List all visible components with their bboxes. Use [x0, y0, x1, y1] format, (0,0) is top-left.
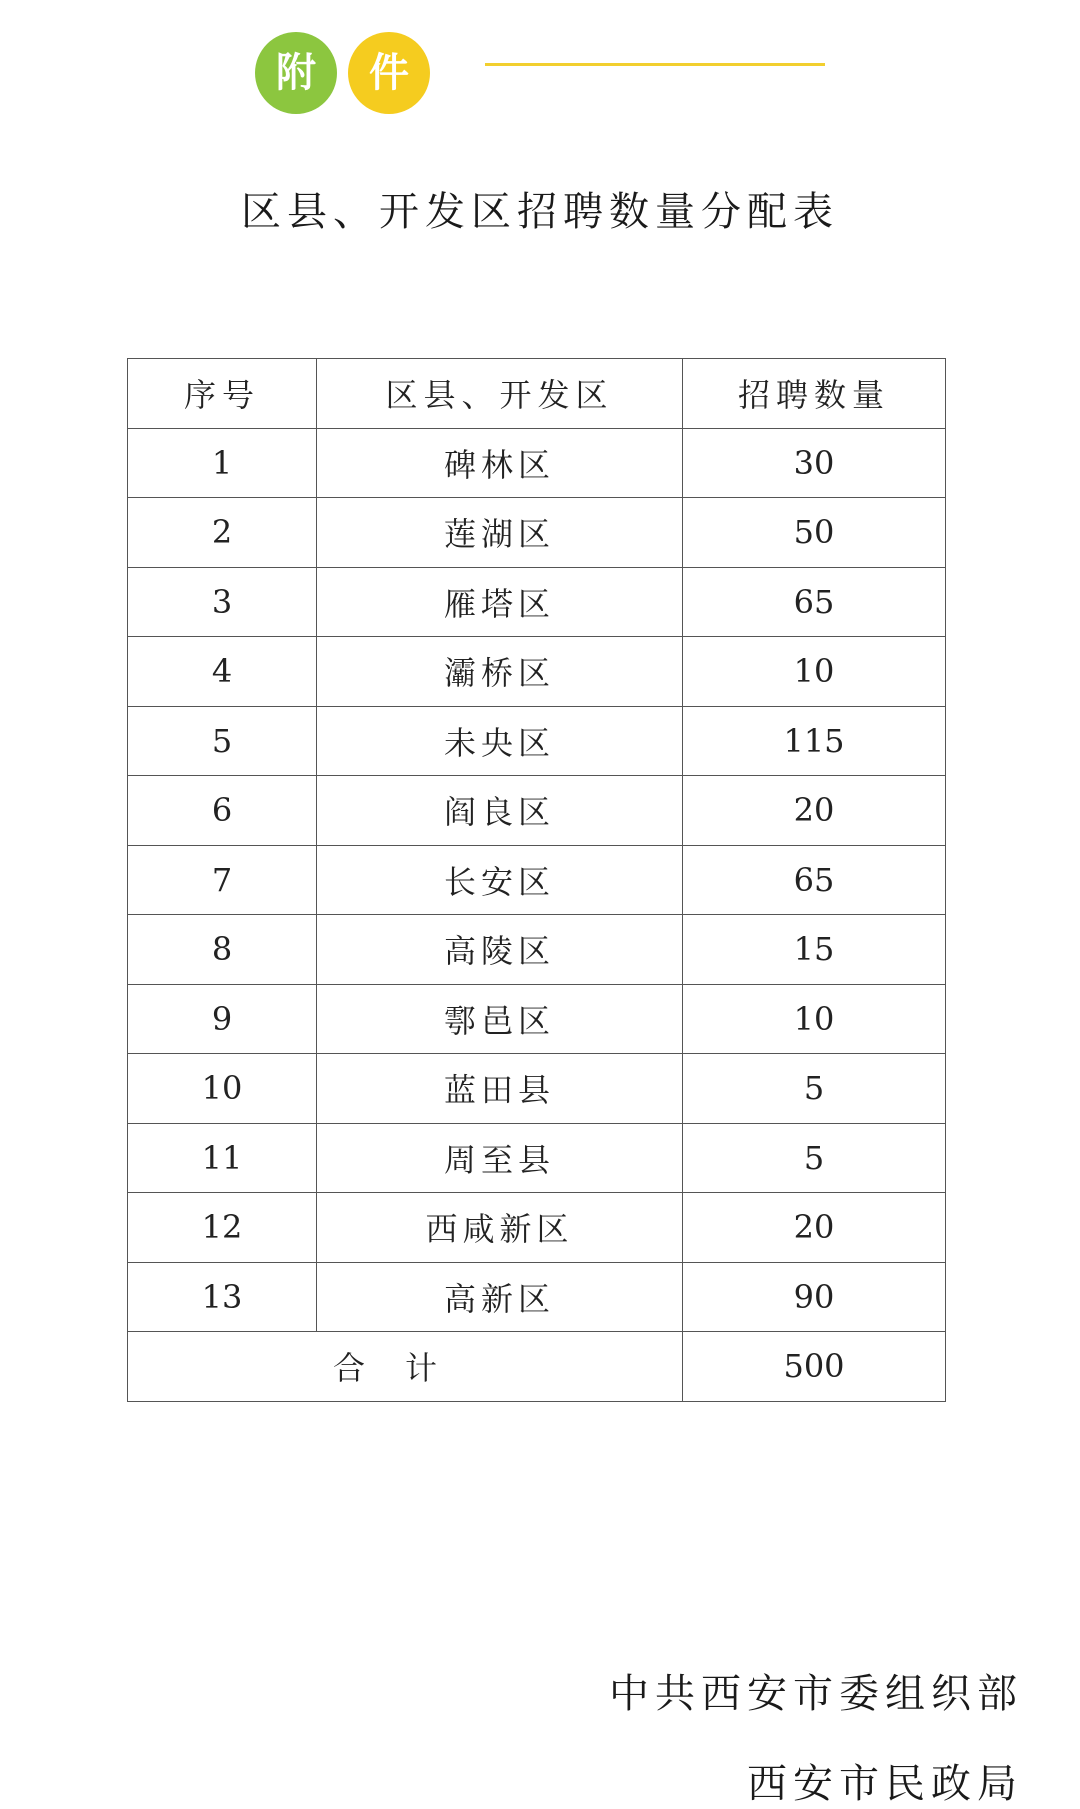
table-row — [128, 706, 946, 776]
row-district: 碑林区 — [317, 428, 683, 498]
table-row — [128, 1262, 946, 1332]
row-no: 8 — [128, 915, 317, 985]
row-no: 4 — [128, 637, 317, 707]
row-district: 蓝田县 — [317, 1054, 683, 1124]
row-no: 13 — [128, 1262, 317, 1332]
table-row — [128, 1123, 946, 1193]
table-header-row — [128, 359, 946, 429]
table-row — [128, 1193, 946, 1263]
table-row — [128, 1054, 946, 1124]
row-district: 灞桥区 — [317, 637, 683, 707]
row-district: 雁塔区 — [317, 567, 683, 637]
row-count: 20 — [683, 1193, 946, 1263]
row-no: 12 — [128, 1193, 317, 1263]
table-row — [128, 498, 946, 568]
allocation-table — [127, 358, 946, 1402]
row-no: 6 — [128, 776, 317, 846]
total-value: 500 — [683, 1332, 946, 1402]
column-header-count: 招聘数量 — [683, 359, 946, 429]
page-title: 区县、开发区招聘数量分配表 — [241, 189, 839, 235]
row-no: 1 — [128, 428, 317, 498]
table-row — [128, 984, 946, 1054]
row-count: 50 — [683, 498, 946, 568]
signature-organization-dept: 中共西安市委组织部 — [609, 1671, 1023, 1717]
header-divider-line — [485, 63, 825, 66]
row-district: 周至县 — [317, 1123, 683, 1193]
attachment-badge-jian: 件 — [348, 32, 430, 114]
row-count: 20 — [683, 776, 946, 846]
row-count: 115 — [683, 706, 946, 776]
table-row — [128, 567, 946, 637]
row-no: 9 — [128, 984, 317, 1054]
table-row — [128, 637, 946, 707]
row-no: 2 — [128, 498, 317, 568]
row-count: 90 — [683, 1262, 946, 1332]
row-no: 11 — [128, 1123, 317, 1193]
table-row — [128, 776, 946, 846]
row-count: 15 — [683, 915, 946, 985]
row-district: 西咸新区 — [317, 1193, 683, 1263]
table-row — [128, 915, 946, 985]
row-count: 10 — [683, 984, 946, 1054]
column-header-no: 序号 — [128, 359, 317, 429]
row-district: 阎良区 — [317, 776, 683, 846]
row-no: 7 — [128, 845, 317, 915]
row-count: 5 — [683, 1054, 946, 1124]
row-no: 5 — [128, 706, 317, 776]
total-label: 合计 — [128, 1332, 683, 1402]
row-no: 10 — [128, 1054, 317, 1124]
row-district: 长安区 — [317, 845, 683, 915]
row-count: 5 — [683, 1123, 946, 1193]
row-count: 10 — [683, 637, 946, 707]
row-district: 莲湖区 — [317, 498, 683, 568]
total-row — [128, 1332, 946, 1402]
signature-civil-affairs: 西安市民政局 — [747, 1761, 1023, 1807]
row-no: 3 — [128, 567, 317, 637]
row-district: 未央区 — [317, 706, 683, 776]
row-count: 65 — [683, 567, 946, 637]
column-header-district: 区县、开发区 — [317, 359, 683, 429]
row-district: 高陵区 — [317, 915, 683, 985]
row-district: 高新区 — [317, 1262, 683, 1332]
row-count: 65 — [683, 845, 946, 915]
table-row — [128, 428, 946, 498]
row-count: 30 — [683, 428, 946, 498]
row-district: 鄠邑区 — [317, 984, 683, 1054]
attachment-badge-fu: 附 — [255, 32, 337, 114]
table-row — [128, 845, 946, 915]
